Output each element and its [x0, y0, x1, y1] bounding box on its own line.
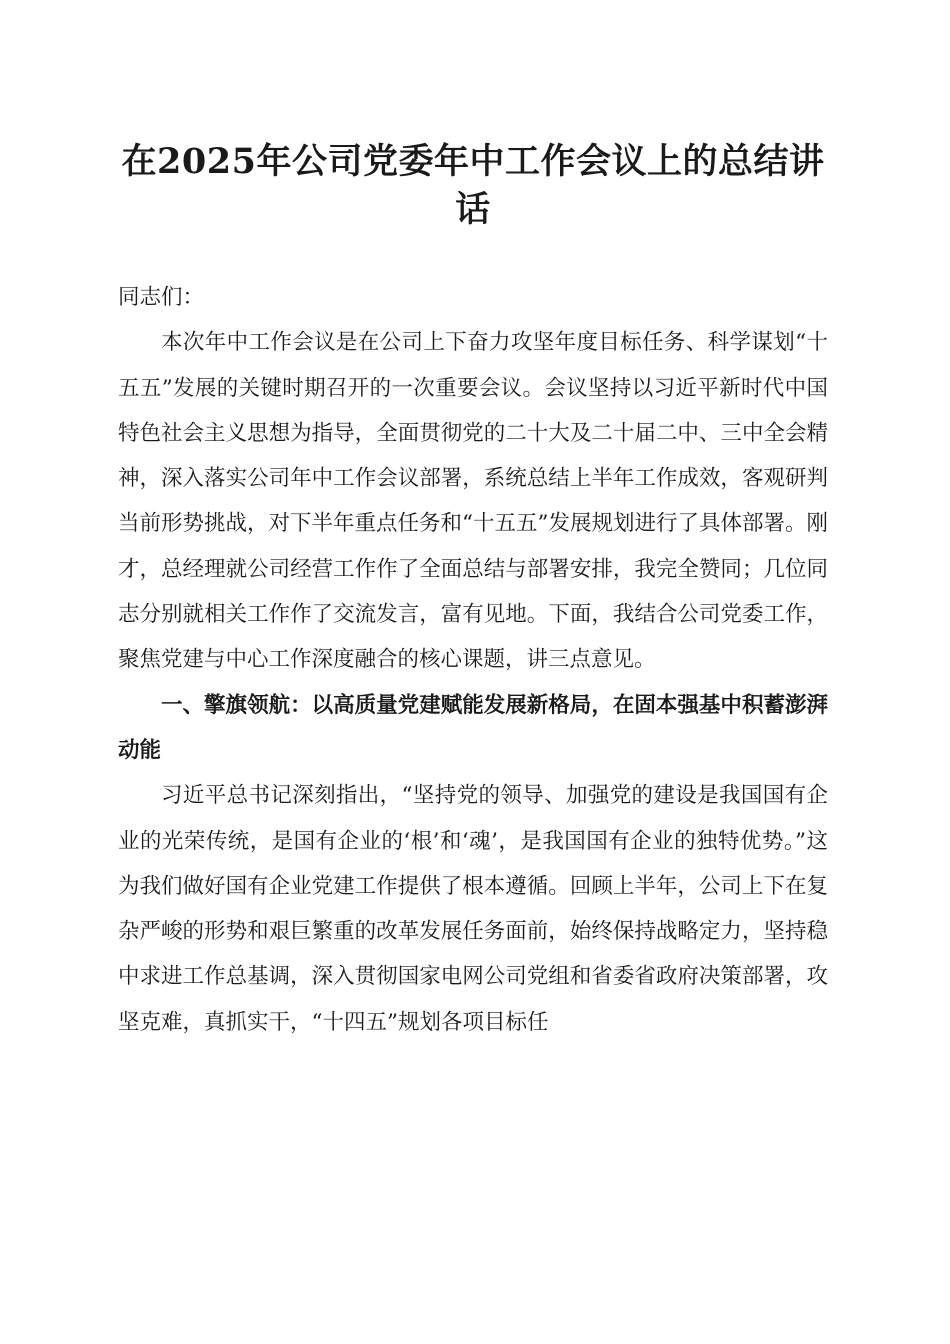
section-1-paragraph: 习近平总书记深刻指出，“坚持党的领导、加强党的建设是我国国有企业的光荣传统，是国有企业的‘根’和‘魂’，是我国国有企业的独特优势。”这为我们做好国有企业党建工作提供了根本遵循。回顾上半年，公司上下在复杂严峻的形势和艰巨繁重的改革发展任务面前，始终保持战略定力，坚持稳中求进工作总基调，深入贯彻国家电网公司党组和省委省政府决策部署，攻坚克难，真抓实干，“十四五”规划各项目标任: [118, 783, 828, 1035]
document-title: 在2025年公司党委年中工作会议上的总结讲话: [121, 141, 825, 230]
intro-paragraph: 本次年中工作会议是在公司上下奋力攻坚年度目标任务、科学谋划“十五五”发展的关键时期召开的一次重要会议。会议坚持以习近平新时代中国特色社会主义思想为指导，全面贯彻党的二十大及二十届二中、三中全会精神，深入落实公司年中工作会议部署，系统总结上半年工作成效，客观研判当前形势挑战，对下半年重点任务和“十五五”发展规划进行了具体部署。刚才，总经理就公司经营工作作了全面总结与部署安排，我完全赞同；几位同志分别就相关工作作了交流发言，富有见地。下面，我结合公司党委工作，聚焦党建与中心工作深度融合的核心课题，讲三点意见。: [118, 330, 828, 673]
section-heading-1: 一、擎旗领航：以高质量党建赋能发展新格局，在固本强基中积蓄澎湃动能: [118, 692, 828, 763]
salutation: 同志们：: [118, 285, 205, 310]
document-page: [118, 138, 828, 1045]
